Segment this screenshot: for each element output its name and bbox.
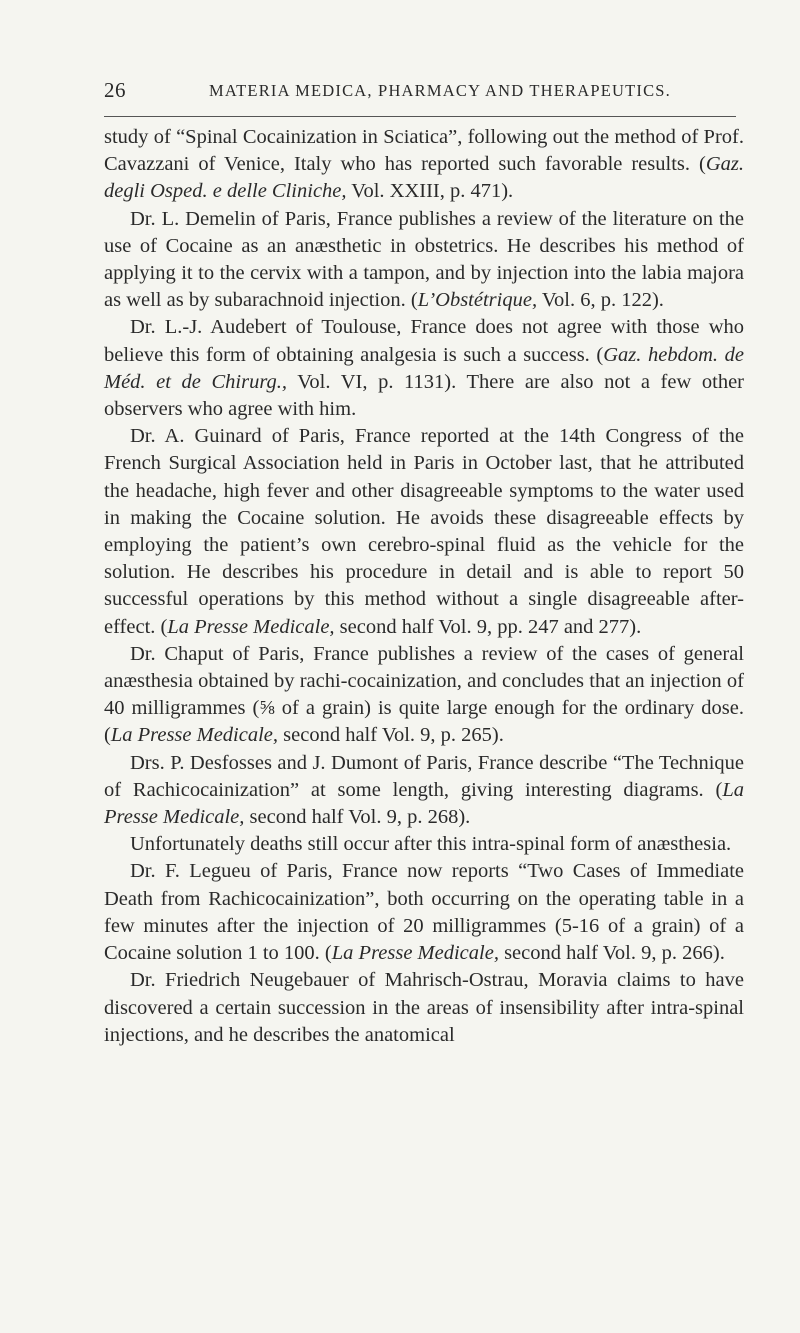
running-title: MATERIA MEDICA, PHARMACY AND THERAPEUTICS. (208, 81, 672, 100)
body-text (104, 124, 744, 1049)
paragraph-text: Dr. L. Demelin of Paris, France publishes a review of the literature on the use of Cocaine as an anæsthetic in obstetrics. He describes his method of applying it to the cervix with a tampon, and by injection into the labia majora as well as by subarachnoid injection. ( (104, 207, 744, 312)
paragraph-text: Dr. A. Guinard of Paris, France reported at the 14th Congress of the French Surgical Association held in Paris in October last, that he attributed the headache, high fever and other disagreeable symptoms to the water used in making the Cocaine solution. He avoids these disagreeable effects by employing the patient’s own cerebro-spinal fluid as the vehicle for the solution. He describes his procedure in detail and is able to report 50 successful operations by this method without a single disagreeable after-effect. ( (104, 425, 744, 638)
paragraph-text: Vol. VI, p. 1131). There are also not a few other observers who agree with him. (104, 370, 744, 421)
paragraph-text: second half Vol. 9, pp. 247 and 277). (334, 615, 642, 638)
paragraph-text: second half Vol. 9, p. 265). (278, 724, 504, 747)
paragraph-text: Dr. Chaput of Paris, France publishes a review of the cases of general anæsthesia obtained by rachi-cocainization, and concludes that an injection of 40 milligrammes (⅝ of a grain) is quite large enough for the ordinary dose. ( (104, 642, 744, 747)
paragraph-1 (104, 124, 744, 206)
citation: L’Obstétrique, (417, 289, 538, 312)
paragraph-text: second half Vol. 9, p. 268). (244, 806, 471, 829)
paragraph-text: Drs. P. Desfosses and J. Dumont of Paris, France describe “The Technique of Rachicocainization” at some length, giving interesting diagrams. ( (104, 751, 744, 801)
paragraph-5 (104, 641, 744, 750)
paragraph-text: Vol. 6, p. 122). (537, 289, 664, 312)
paragraph-text: Dr. L.-J. Audebert of Toulouse, France does not agree with those who believe this form of obtaining analgesia is such a success. ( (104, 316, 744, 366)
paragraph-6 (104, 750, 744, 832)
citation: Gaz. hebdom. de Méd. et de Chirurg., (104, 343, 744, 393)
paragraph-7 (104, 831, 744, 858)
paragraph-2 (104, 206, 744, 315)
citation: La Presse Medicale, (104, 778, 744, 829)
paragraph-text: study of “Spinal Cocainization in Sciatica”, following out the method of Prof. Cavazzani of Venice, Italy who has reported such favorable results. ( (104, 126, 744, 176)
citation: La Presse Medicale, (331, 942, 499, 965)
paragraph-3 (104, 314, 744, 423)
citation: La Presse Medicale, (110, 724, 279, 747)
paragraph-text: Dr. F. Legueu of Paris, France now reports “Two Cases of Immediate Death from Rachicocainization”, both occurring on the operating table in a few minutes after the injection of 20 milligrammes (5-16 of a grain) of a Cocaine solution 1 to 100. ( (104, 860, 744, 965)
paragraph-4 (104, 423, 744, 641)
page-number: 26 (104, 78, 126, 102)
citation: La Presse Medicale, (167, 615, 335, 638)
citation: Gaz. degli Osped. e delle Cliniche, (104, 153, 744, 203)
paragraph-9 (104, 967, 744, 1049)
running-head (104, 78, 744, 106)
paragraph-8 (104, 858, 744, 967)
header-rule (104, 116, 736, 117)
paragraph-text: Dr. Friedrich Neugebauer of Mahrisch-Ostrau, Moravia claims to have discovered a certain succession in the areas of insensibility after intra-spinal injections, and he describes the anatomical (104, 969, 744, 1046)
paragraph-text: second half Vol. 9, p. 266). (498, 942, 725, 965)
paragraph-text: Vol. XXIII, p. 471). (346, 180, 514, 203)
paragraph-text: Unfortunately deaths still occur after this intra-spinal form of anæsthesia. (130, 833, 732, 856)
